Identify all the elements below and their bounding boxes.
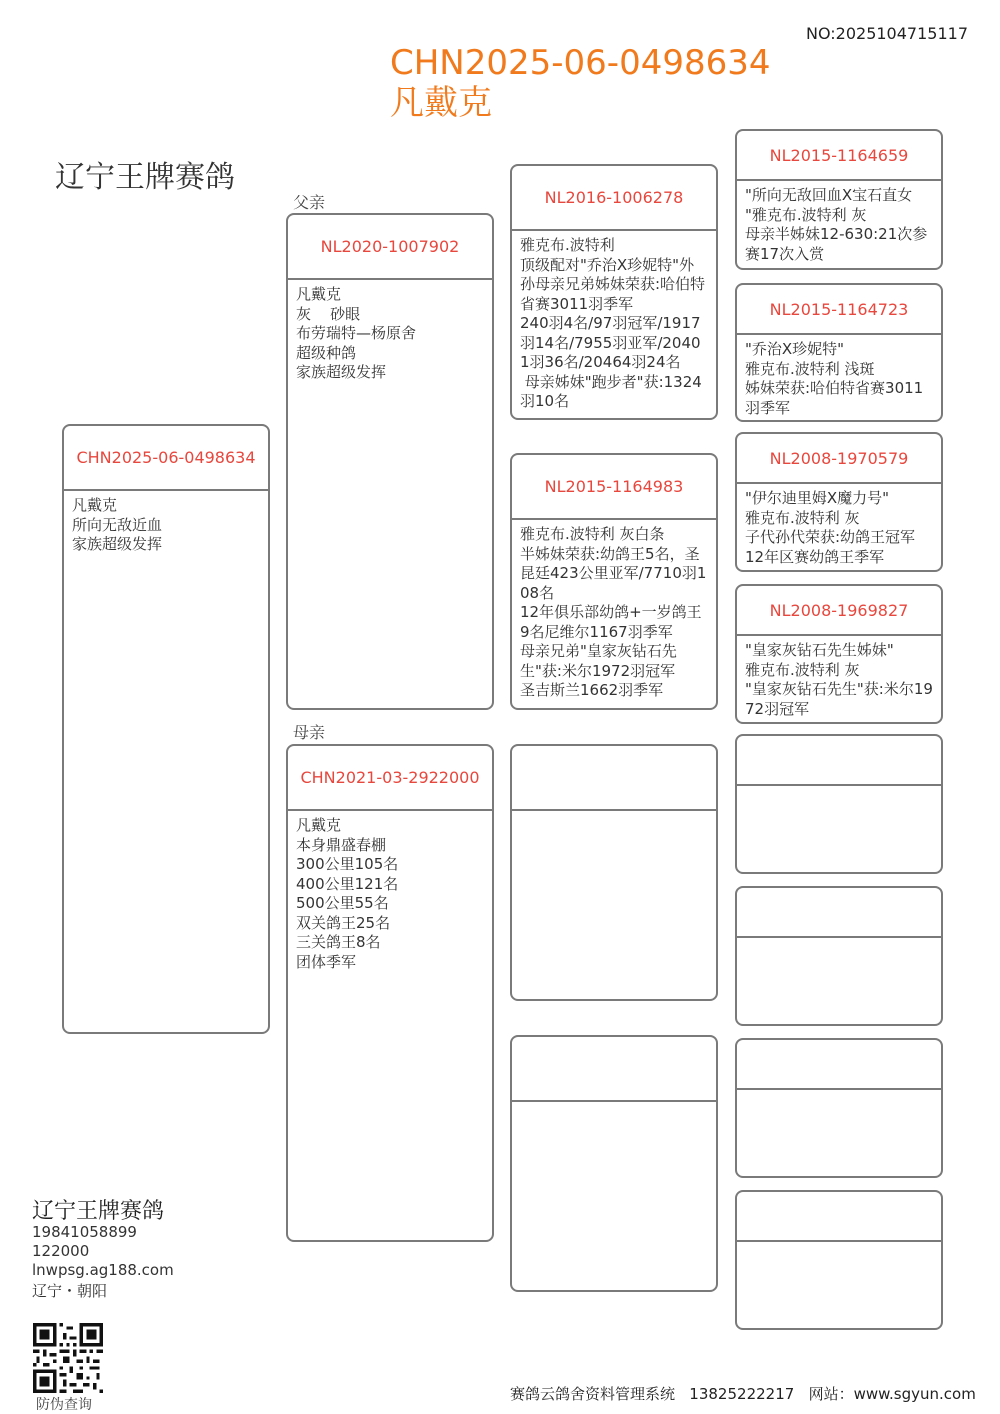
g3-card-7 <box>735 1038 943 1178</box>
subject-notes: 凡戴克 所向无敌近血 家族超级发挥 <box>72 496 163 553</box>
dam-sire-card <box>510 744 718 1001</box>
g3-notes-4: "皇家灰钻石先生姊妹" 雅克布.波特利 灰 "皇家灰钻石先生"获:米尔1972羽冠军 <box>745 641 933 718</box>
g3-notes-8 <box>737 1242 941 1252</box>
subject-card <box>62 424 270 1034</box>
g3-card-1 <box>735 129 943 270</box>
sire-sire-ring: NL2016-1006278 <box>512 166 716 231</box>
sire-ring: NL2020-1007902 <box>288 215 492 280</box>
g3-notes-5 <box>737 786 941 796</box>
g3-notes-2: "乔治X珍妮特" 雅克布.波特利 浅斑 姊妹荣获:哈伯特省赛3011羽季军 <box>745 340 924 417</box>
g3-ring-8 <box>737 1192 941 1242</box>
g3-notes-6 <box>737 938 941 948</box>
g3-ring-4: NL2008-1969827 <box>737 586 941 636</box>
system-info: 赛鸽云鸽舍资料管理系统 13825222217 网站：www.sgyun.com <box>510 1385 976 1403</box>
pedigree-title-name: 凡戴克 <box>390 83 492 123</box>
g3-ring-6 <box>737 888 941 938</box>
g3-notes-3: "伊尔迪里姆X魔力号" 雅克布.波特利 灰 子代孙代荣获:幼鸽王冠军 12年区赛幼鸽王季军 <box>745 489 916 566</box>
g3-ring-3: NL2008-1970579 <box>737 434 941 484</box>
dam-dam-notes <box>512 1102 716 1112</box>
dam-notes: 凡戴克 本身鼎盛春棚 300公里105名 400公里121名 500公里55名 双关鸽王25名 三关鸽王8名 团体季军 <box>296 816 399 971</box>
footer-loft-name: 辽宁王牌赛鸽 <box>32 1199 165 1224</box>
dam-ring: CHN2021-03-2922000 <box>288 746 492 811</box>
g3-notes-1: "所向无敌回血X宝石直女 "雅克布.波特利 灰 母亲半姊妹12-630:21次参赛17次入赏 <box>745 186 928 263</box>
sire-dam-card <box>510 453 718 710</box>
dam-sire-ring <box>512 746 716 811</box>
g3-card-5 <box>735 734 943 874</box>
document-number: NO:2025104715117 <box>805 24 968 43</box>
dam-dam-ring <box>512 1037 716 1102</box>
mother-label: 母亲 <box>293 723 326 742</box>
footer-location: 辽宁・朝阳 <box>32 1282 108 1300</box>
g3-ring-7 <box>737 1040 941 1090</box>
dam-sire-notes <box>512 811 716 821</box>
sire-sire-card <box>510 164 718 420</box>
sire-notes: 凡戴克 灰 砂眼 布劳瑞特—杨原舍 超级种鸽 家族超级发挥 <box>296 285 417 381</box>
dam-card <box>286 744 494 1242</box>
loft-name: 辽宁王牌赛鸽 <box>55 160 235 195</box>
qr-label: 防伪查询 <box>36 1397 92 1413</box>
footer-phone: 19841058899 <box>32 1223 137 1241</box>
subject-ring: CHN2025-06-0498634 <box>64 426 268 491</box>
footer-postcode: 122000 <box>32 1242 90 1260</box>
sire-dam-ring: NL2015-1164983 <box>512 455 716 520</box>
g3-ring-2: NL2015-1164723 <box>737 285 941 335</box>
dam-dam-card <box>510 1035 718 1292</box>
g3-ring-1: NL2015-1164659 <box>737 131 941 181</box>
g3-card-2 <box>735 283 943 422</box>
sire-dam-notes: 雅克布.波特利 灰白条 半姊妹荣获:幼鸽王5名，圣昆廷423公里亚军/7710羽108名 12年俱乐部幼鸽+一岁鸽王9名尼维尔1167羽季军 母亲兄弟"皇家灰钻石先生"获:米尔1972羽冠军 圣吉斯兰1662羽季军 <box>520 525 707 699</box>
footer-website[interactable]: lnwpsg.ag188.com <box>32 1261 174 1279</box>
g3-card-6 <box>735 886 943 1026</box>
sire-sire-notes: 雅克布.波特利 顶级配对"乔治X珍妮特"外孙母亲兄弟姊妹荣获:哈伯特省赛3011羽季军 240羽4名/97羽冠军/1917羽14名/7955羽亚军/20401羽36名/20464羽24名 母亲姊妹"跑步者"获:1324羽10名 <box>520 236 706 410</box>
g3-ring-5 <box>737 736 941 786</box>
g3-card-3 <box>735 432 943 572</box>
qr-code-icon[interactable] <box>33 1323 103 1393</box>
pedigree-title-ring: CHN2025-06-0498634 <box>390 43 771 83</box>
g3-card-8 <box>735 1190 943 1330</box>
sire-card <box>286 213 494 710</box>
g3-card-4 <box>735 584 943 724</box>
father-label: 父亲 <box>293 193 326 212</box>
g3-notes-7 <box>737 1090 941 1100</box>
